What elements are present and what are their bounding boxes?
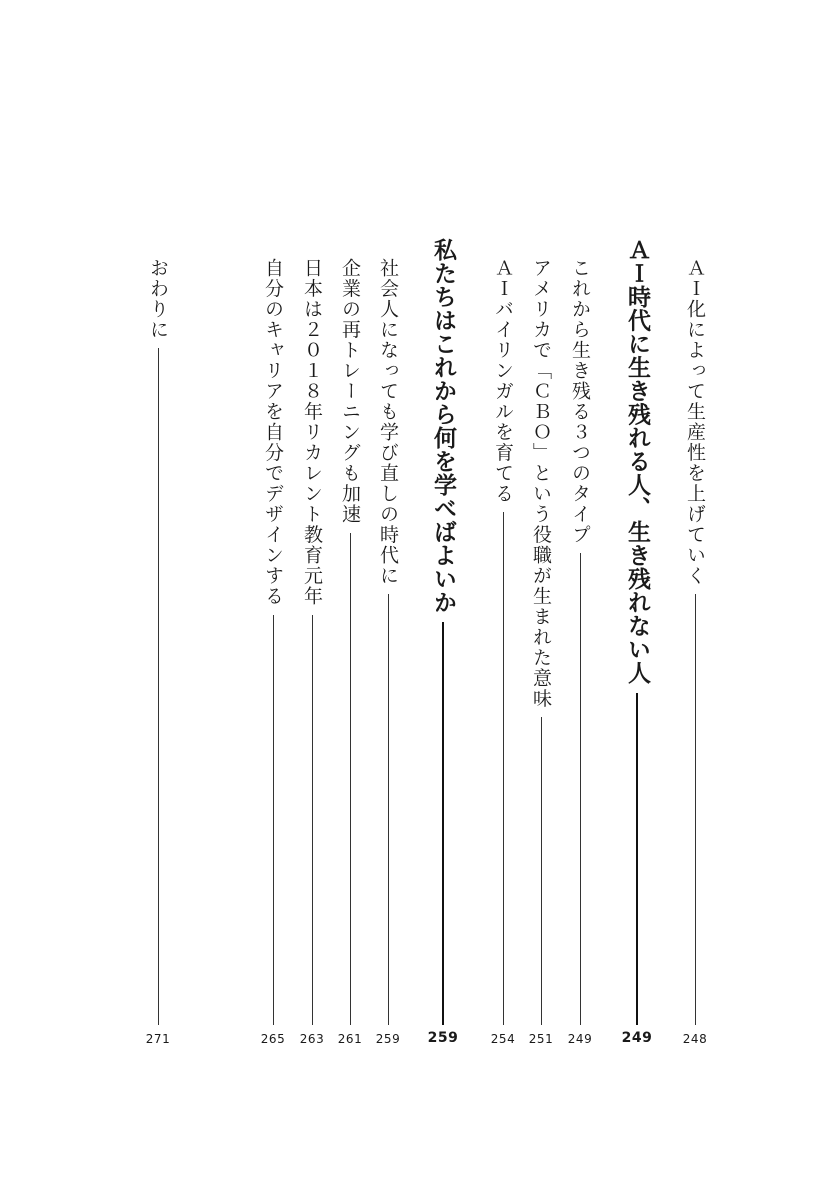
page-number: 249 xyxy=(621,1030,653,1046)
toc-entry[interactable] xyxy=(299,258,325,1025)
page-number: 251 xyxy=(528,1032,554,1046)
leader-line xyxy=(503,512,504,1025)
toc-chapter[interactable] xyxy=(622,238,652,1025)
leader-line xyxy=(312,615,313,1026)
toc-entry[interactable] xyxy=(567,258,593,1025)
page-number: 249 xyxy=(567,1032,593,1046)
page-number: 254 xyxy=(490,1032,516,1046)
leader-line xyxy=(388,594,389,1025)
toc-chapter-title: ＡＩ時代に生き残れる人、生き残れない人 xyxy=(624,238,650,685)
toc-entry-title: これから生き残る３つのタイプ xyxy=(569,258,591,545)
toc-entry[interactable] xyxy=(260,258,286,1025)
toc-entry-title: アメリカで「ＣＢＯ」という役職が生まれた意味 xyxy=(530,258,552,709)
toc-entry-title: おわりに xyxy=(147,258,169,340)
page-number: 259 xyxy=(375,1032,401,1046)
toc-entry-title: 社会人になっても学び直しの時代に xyxy=(377,258,399,586)
toc-entry[interactable] xyxy=(528,258,554,1025)
leader-line xyxy=(273,615,274,1026)
leader-line xyxy=(695,594,696,1025)
toc-entry[interactable] xyxy=(490,258,516,1025)
toc-entry[interactable] xyxy=(337,258,363,1025)
leader-line xyxy=(442,622,444,1025)
page-number: 259 xyxy=(427,1030,459,1046)
page-number: 263 xyxy=(299,1032,325,1046)
page-number: 248 xyxy=(682,1032,708,1046)
page-number: 265 xyxy=(260,1032,286,1046)
toc-chapter[interactable] xyxy=(428,238,458,1025)
leader-line xyxy=(158,348,159,1025)
page-number: 271 xyxy=(145,1032,171,1046)
leader-line xyxy=(350,533,351,1026)
leader-line xyxy=(580,553,581,1025)
toc-entry[interactable] xyxy=(375,258,401,1025)
leader-line xyxy=(636,693,638,1026)
toc-entry-title: ＡＩバイリンガルを育てる xyxy=(492,258,514,504)
toc-entry-title: 企業の再トレーニングも加速 xyxy=(339,258,361,525)
leader-line xyxy=(541,717,542,1025)
toc-entry-title: ＡＩ化によって生産性を上げていく xyxy=(684,258,706,586)
toc-entry[interactable] xyxy=(145,258,171,1025)
toc-chapter-title: 私たちはこれから何を学べばよいか xyxy=(430,238,456,614)
toc-entry-title: 自分のキャリアを自分でデザインする xyxy=(262,258,284,607)
toc-entry[interactable] xyxy=(682,258,708,1025)
toc-entry-title: 日本は２０１８年リカレント教育元年 xyxy=(301,258,323,607)
page-number: 261 xyxy=(337,1032,363,1046)
